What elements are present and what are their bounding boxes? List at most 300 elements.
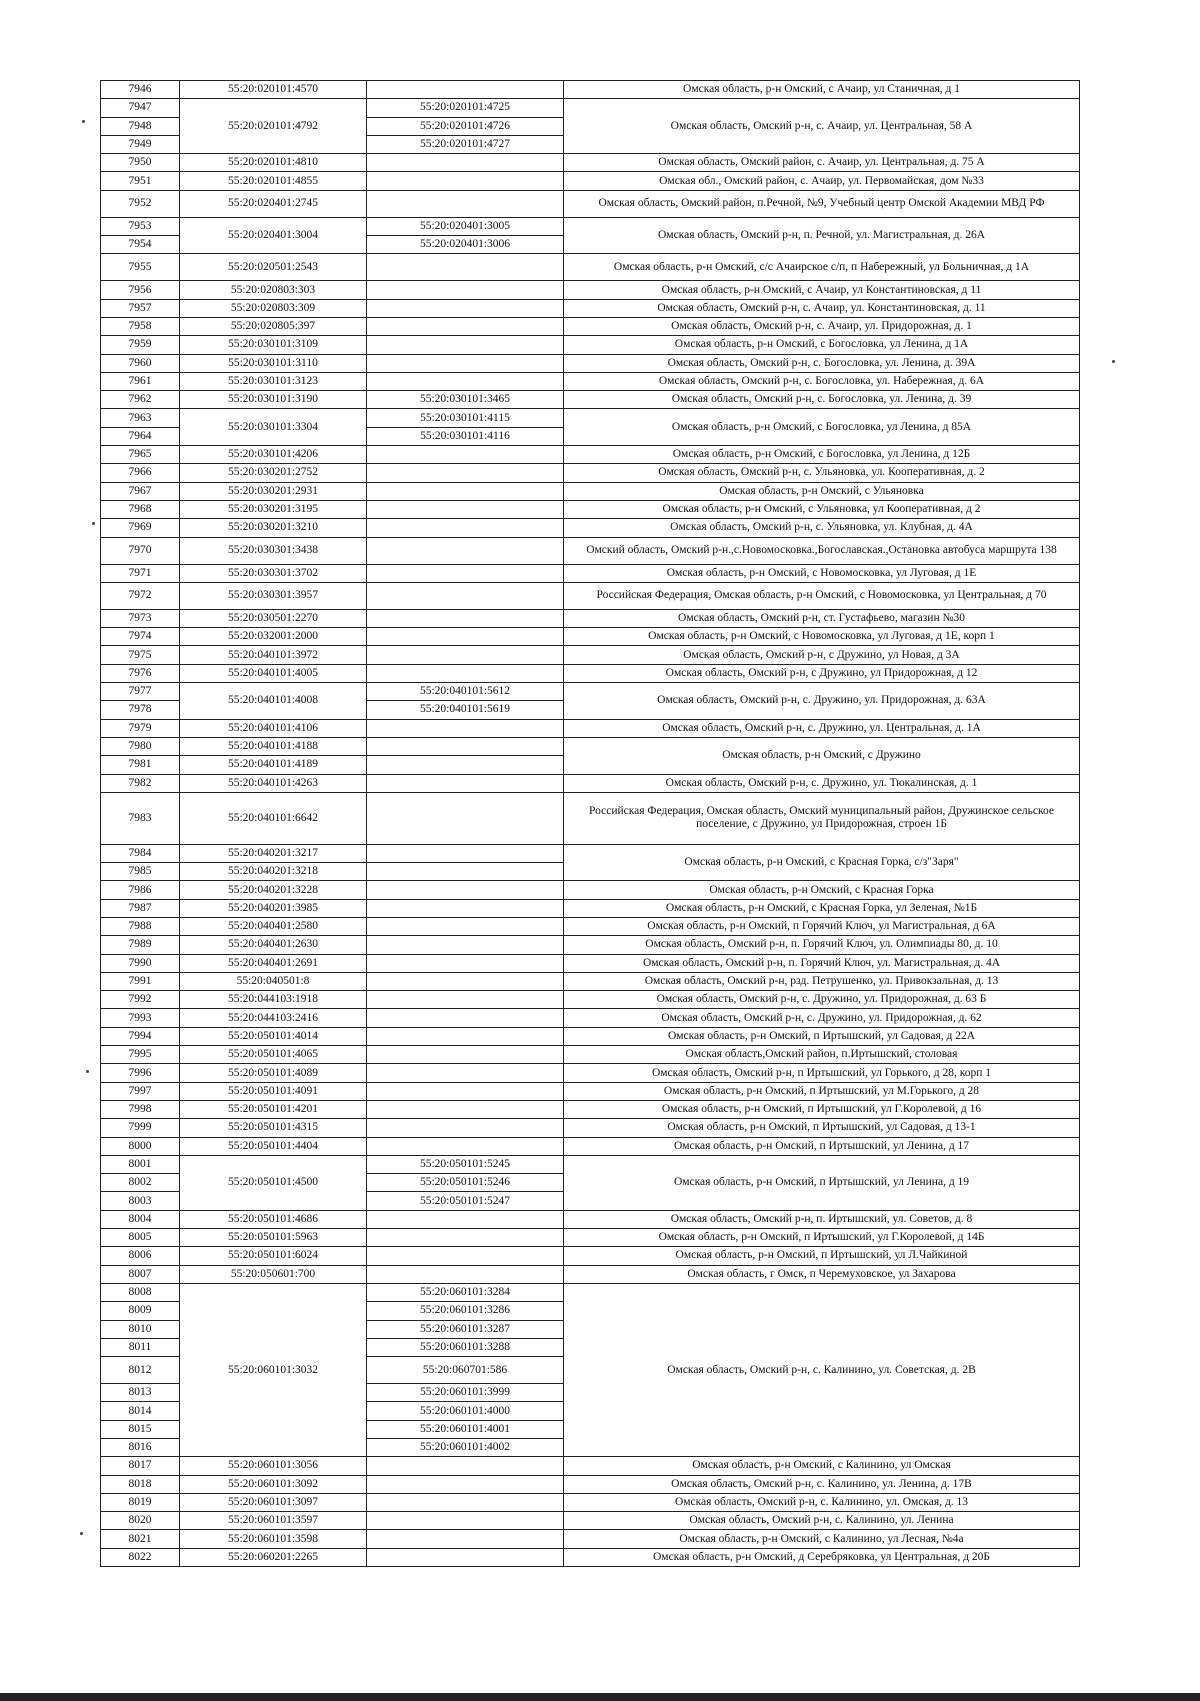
cadastral-number: 55:20:050101:4404 — [180, 1137, 367, 1155]
row-number: 7957 — [101, 299, 180, 317]
row-number: 7972 — [101, 582, 180, 609]
sub-cadastral-number — [367, 954, 564, 972]
sub-cadastral-number — [367, 537, 564, 564]
address: Омская область, р-н Омский, с Новомосковка, ул Луговая, д 1Е — [564, 564, 1080, 582]
cadastral-number: 55:20:030101:3109 — [180, 336, 367, 354]
row-number: 7996 — [101, 1064, 180, 1082]
cadastral-number: 55:20:040101:6642 — [180, 792, 367, 844]
table-row — [101, 172, 1080, 190]
sub-cadastral-number — [367, 1137, 564, 1155]
row-number: 7998 — [101, 1100, 180, 1118]
table-row — [101, 844, 1080, 862]
sub-cadastral-number — [367, 1046, 564, 1064]
row-number: 7988 — [101, 917, 180, 935]
sub-cadastral-number: 55:20:060101:3286 — [367, 1302, 564, 1320]
cadastral-number: 55:20:050101:4500 — [180, 1155, 367, 1210]
address: Омская область, р-н Омский, с Богословка, ул Ленина, д 85А — [564, 409, 1080, 446]
address: Омская область, р-н Омский, с Ачаир, ул Константиновская, д 11 — [564, 281, 1080, 299]
row-number: 7982 — [101, 774, 180, 792]
row-number: 7987 — [101, 899, 180, 917]
row-number: 8016 — [101, 1439, 180, 1457]
address: Омская область, Омский р-н, с. Калинино, ул. Ленина — [564, 1512, 1080, 1530]
sub-cadastral-number: 55:20:020401:3006 — [367, 236, 564, 254]
address: Омская область, Омский р-н, п. Иртышский, ул. Советов, д. 8 — [564, 1210, 1080, 1228]
row-number: 7959 — [101, 336, 180, 354]
row-number: 7997 — [101, 1082, 180, 1100]
address: Омская область, Омский р-н, ст. Густафьево, магазин №30 — [564, 609, 1080, 627]
row-number: 7980 — [101, 737, 180, 755]
address: Омская область, Омский р-н, с. Дружино, ул. Придорожная, д. 62 — [564, 1009, 1080, 1027]
sub-cadastral-number: 55:20:050101:5247 — [367, 1192, 564, 1210]
address: Омская область, р-н Омский, с Калинино, ул Омская — [564, 1457, 1080, 1475]
sub-cadastral-number — [367, 1119, 564, 1137]
address: Омская область, р-н Омский, п Иртышский, ул Г.Королевой, д 14Б — [564, 1229, 1080, 1247]
table-row — [101, 737, 1080, 755]
table-row — [101, 881, 1080, 899]
address: Омская область, р-н Омский, с/с Ачаирское с/п, п Набережный, ул Больничная, д 1А — [564, 254, 1080, 281]
cadastral-number: 55:20:040201:3985 — [180, 899, 367, 917]
address: Омская область, Омский р-н, п. Горячий Ключ, ул. Олимпиады 80, д. 10 — [564, 936, 1080, 954]
address: Омская область, р-н Омский, п Иртышский, ул Г.Королевой, д 16 — [564, 1100, 1080, 1118]
sub-cadastral-number: 55:20:020101:4726 — [367, 117, 564, 135]
cadastral-number: 55:20:060101:3597 — [180, 1512, 367, 1530]
table-row — [101, 1119, 1080, 1137]
row-number: 7950 — [101, 154, 180, 172]
address: Омская область, р-н Омский, с Красная Горка, с/з"Заря" — [564, 844, 1080, 881]
sub-cadastral-number — [367, 917, 564, 935]
cadastral-number: 55:20:032001:2000 — [180, 628, 367, 646]
cadastral-number: 55:20:020101:4855 — [180, 172, 367, 190]
cadastral-number: 55:20:040101:4106 — [180, 719, 367, 737]
address: Омская область, р-н Омский, с Богословка, ул Ленина, д 12Б — [564, 446, 1080, 464]
row-number: 8001 — [101, 1155, 180, 1173]
row-number: 7990 — [101, 954, 180, 972]
row-number: 7995 — [101, 1046, 180, 1064]
sub-cadastral-number — [367, 1009, 564, 1027]
table-row — [101, 99, 1080, 117]
table-row — [101, 1009, 1080, 1027]
table-row — [101, 1229, 1080, 1247]
row-number: 7947 — [101, 99, 180, 117]
sub-cadastral-number — [367, 1475, 564, 1493]
table-row — [101, 391, 1080, 409]
row-number: 7985 — [101, 863, 180, 881]
row-number: 7948 — [101, 117, 180, 135]
row-number: 8003 — [101, 1192, 180, 1210]
cadastral-number: 55:20:040501:8 — [180, 972, 367, 990]
sub-cadastral-number — [367, 756, 564, 774]
cadastral-number: 55:20:044103:2416 — [180, 1009, 367, 1027]
sub-cadastral-number — [367, 899, 564, 917]
address: Омская область, Омский р-н, с. Дружино, ул. Придорожная, д. 63А — [564, 683, 1080, 720]
address: Омская область, р-н Омский, п Горячий Ключ, ул Магистральная, д 6А — [564, 917, 1080, 935]
table-row — [101, 1548, 1080, 1566]
sub-cadastral-number — [367, 172, 564, 190]
address: Омская область, Омский р-н, с. Дружино, ул. Центральная, д. 1А — [564, 719, 1080, 737]
cadastral-number: 55:20:040201:3217 — [180, 844, 367, 862]
row-number: 8017 — [101, 1457, 180, 1475]
sub-cadastral-number — [367, 792, 564, 844]
address: Омская область, Омский р-н, с. Калинино, ул. Омская, д. 13 — [564, 1493, 1080, 1511]
cadastral-number: 55:20:060101:3032 — [180, 1283, 367, 1456]
table-row — [101, 190, 1080, 217]
cadastral-number: 55:20:040401:2630 — [180, 936, 367, 954]
cadastral-number: 55:20:040201:3228 — [180, 881, 367, 899]
address: Омская область, р-н Омский, с Ульяновка, ул Кооперативная, д 2 — [564, 500, 1080, 518]
cadastral-number: 55:20:060201:2265 — [180, 1548, 367, 1566]
row-number: 7989 — [101, 936, 180, 954]
row-number: 8009 — [101, 1302, 180, 1320]
sub-cadastral-number: 55:20:030101:3465 — [367, 391, 564, 409]
table-row — [101, 954, 1080, 972]
scan-speck — [92, 522, 95, 525]
row-number: 7967 — [101, 482, 180, 500]
cadastral-number: 55:20:060101:3598 — [180, 1530, 367, 1548]
cadastral-number: 55:20:030101:3110 — [180, 354, 367, 372]
row-number: 8007 — [101, 1265, 180, 1283]
sub-cadastral-number — [367, 254, 564, 281]
table-row — [101, 500, 1080, 518]
row-number: 8004 — [101, 1210, 180, 1228]
sub-cadastral-number — [367, 464, 564, 482]
row-number: 8000 — [101, 1137, 180, 1155]
row-number: 8005 — [101, 1229, 180, 1247]
cadastral-number: 55:20:040101:4008 — [180, 683, 367, 720]
row-number: 7958 — [101, 317, 180, 335]
address: Омская область, Омский р-н, с Дружино, ул Придорожная, д 12 — [564, 664, 1080, 682]
cadastral-number: 55:20:030201:3210 — [180, 519, 367, 537]
address: Омская область, Омский р-н, с. Калинино, ул. Ленина, д. 17В — [564, 1475, 1080, 1493]
cadastral-number: 55:20:040101:3972 — [180, 646, 367, 664]
sub-cadastral-number — [367, 154, 564, 172]
address: Омская область, р-н Омский, п Иртышский, ул Ленина, д 17 — [564, 1137, 1080, 1155]
address: Омская область, Омский р-н, с. Ачаир, ул. Придорожная, д. 1 — [564, 317, 1080, 335]
sub-cadastral-number — [367, 1247, 564, 1265]
row-number: 7961 — [101, 372, 180, 390]
sub-cadastral-number — [367, 1512, 564, 1530]
row-number: 8019 — [101, 1493, 180, 1511]
cadastral-number: 55:20:050101:4091 — [180, 1082, 367, 1100]
sub-cadastral-number — [367, 190, 564, 217]
cadastral-number: 55:20:030101:3304 — [180, 409, 367, 446]
sub-cadastral-number — [367, 1530, 564, 1548]
address: Омская область, Омский р-н, с. Богословка, ул. Ленина, д. 39 — [564, 391, 1080, 409]
row-number: 7976 — [101, 664, 180, 682]
cadastral-number: 55:20:050101:4089 — [180, 1064, 367, 1082]
row-number: 8020 — [101, 1512, 180, 1530]
scan-bottom-edge — [0, 1693, 1200, 1701]
sub-cadastral-number — [367, 482, 564, 500]
address: Омская область, Омский р-н, с. Ачаир, ул. Центральная, 58 А — [564, 99, 1080, 154]
row-number: 7946 — [101, 81, 180, 99]
table-row — [101, 299, 1080, 317]
table-row — [101, 774, 1080, 792]
row-number: 7970 — [101, 537, 180, 564]
address: Омская область, р-н Омский, с Калинино, ул Лесная, №4а — [564, 1530, 1080, 1548]
row-number: 7992 — [101, 991, 180, 1009]
row-number: 7991 — [101, 972, 180, 990]
cadastral-number: 55:20:030201:2931 — [180, 482, 367, 500]
cadastral-number: 55:20:044103:1918 — [180, 991, 367, 1009]
table-row — [101, 1210, 1080, 1228]
address: Омская область, р-н Омский, п Иртышский, ул Л.Чайкиной — [564, 1247, 1080, 1265]
cadastral-number: 55:20:030201:2752 — [180, 464, 367, 482]
table-row — [101, 972, 1080, 990]
sub-cadastral-number — [367, 354, 564, 372]
table-row — [101, 1457, 1080, 1475]
sub-cadastral-number — [367, 1493, 564, 1511]
sub-cadastral-number — [367, 609, 564, 627]
sub-cadastral-number — [367, 972, 564, 990]
row-number: 7979 — [101, 719, 180, 737]
table-row — [101, 564, 1080, 582]
cadastral-number: 55:20:040101:4263 — [180, 774, 367, 792]
address: Омская область, Омский р-н, с. Дружино, ул. Придорожная, д. 63 Б — [564, 991, 1080, 1009]
row-number: 7966 — [101, 464, 180, 482]
table-row — [101, 1530, 1080, 1548]
address: Омская область, р-н Омский, с Красная Горка, ул Зеленая, №1Б — [564, 899, 1080, 917]
row-number: 8014 — [101, 1402, 180, 1420]
table-row — [101, 1512, 1080, 1530]
sub-cadastral-number — [367, 1210, 564, 1228]
sub-cadastral-number: 55:20:030101:4116 — [367, 427, 564, 445]
table-row — [101, 81, 1080, 99]
address: Омская область, Омский р-н, п. Горячий Ключ, ул. Магистральная, д. 4А — [564, 954, 1080, 972]
cadastral-number: 55:20:060101:3056 — [180, 1457, 367, 1475]
cadastral-number: 55:20:020401:3004 — [180, 217, 367, 254]
sub-cadastral-number — [367, 582, 564, 609]
table-row — [101, 372, 1080, 390]
row-number: 7993 — [101, 1009, 180, 1027]
address: Омская область, Омский р-н, с. Богословка, ул. Ленина, д. 39А — [564, 354, 1080, 372]
sub-cadastral-number — [367, 863, 564, 881]
table-row — [101, 519, 1080, 537]
row-number: 7963 — [101, 409, 180, 427]
row-number: 7983 — [101, 792, 180, 844]
sub-cadastral-number — [367, 317, 564, 335]
address: Омская область, р-н Омский, п Иртышский, ул М.Горького, д 28 — [564, 1082, 1080, 1100]
table-row — [101, 1155, 1080, 1173]
sub-cadastral-number: 55:20:060101:3287 — [367, 1320, 564, 1338]
row-number: 7960 — [101, 354, 180, 372]
sub-cadastral-number: 55:20:020401:3005 — [367, 217, 564, 235]
sub-cadastral-number — [367, 81, 564, 99]
address: Омская область, р-н Омский, п Иртышский, ул Садовая, д 22А — [564, 1027, 1080, 1045]
sub-cadastral-number — [367, 737, 564, 755]
sub-cadastral-number — [367, 991, 564, 1009]
cadastral-number: 55:20:030201:3195 — [180, 500, 367, 518]
table-row — [101, 991, 1080, 1009]
address: Омская область, Омский р-н, с. Ульяновка, ул. Клубная, д. 4А — [564, 519, 1080, 537]
cadastral-number: 55:20:040401:2691 — [180, 954, 367, 972]
cadastral-number: 55:20:020501:2543 — [180, 254, 367, 281]
address: Омская область, Омский р-н, с Дружино, ул Новая, д 3А — [564, 646, 1080, 664]
sub-cadastral-number: 55:20:020101:4727 — [367, 135, 564, 153]
cadastral-number: 55:20:030301:3702 — [180, 564, 367, 582]
row-number: 7999 — [101, 1119, 180, 1137]
row-number: 8018 — [101, 1475, 180, 1493]
cadastral-number: 55:20:020805:397 — [180, 317, 367, 335]
row-number: 8012 — [101, 1357, 180, 1384]
address: Омская область, г Омск, п Черемуховское, ул Захарова — [564, 1265, 1080, 1283]
table-row — [101, 628, 1080, 646]
cadastral-number: 55:20:040201:3218 — [180, 863, 367, 881]
cadastral-number: 55:20:030101:4206 — [180, 446, 367, 464]
row-number: 8010 — [101, 1320, 180, 1338]
address: Омская обл., Омский район, с. Ачаир, ул. Первомайская, дом №33 — [564, 172, 1080, 190]
sub-cadastral-number: 55:20:050101:5245 — [367, 1155, 564, 1173]
cadastral-number: 55:20:020401:2745 — [180, 190, 367, 217]
table-row — [101, 646, 1080, 664]
table-row — [101, 217, 1080, 235]
row-number: 7965 — [101, 446, 180, 464]
address: Омская область, р-н Омский, с Ачаир, ул Станичная, д 1 — [564, 81, 1080, 99]
row-number: 8013 — [101, 1384, 180, 1402]
sub-cadastral-number — [367, 719, 564, 737]
row-number: 7978 — [101, 701, 180, 719]
table-row — [101, 1247, 1080, 1265]
row-number: 7968 — [101, 500, 180, 518]
address: Омская область, р-н Омский, с Дружино — [564, 737, 1080, 774]
cadastral-number: 55:20:050101:6024 — [180, 1247, 367, 1265]
sub-cadastral-number — [367, 1229, 564, 1247]
table-row — [101, 1475, 1080, 1493]
row-number: 7952 — [101, 190, 180, 217]
sub-cadastral-number — [367, 372, 564, 390]
sub-cadastral-number: 55:20:040101:5619 — [367, 701, 564, 719]
address: Омская область, р-н Омский, с Богословка, ул Ленина, д 1А — [564, 336, 1080, 354]
address: Омская область, р-н Омский, д Серебряковка, ул Центральная, д 20Б — [564, 1548, 1080, 1566]
row-number: 7971 — [101, 564, 180, 582]
cadastral-number: 55:20:050101:4315 — [180, 1119, 367, 1137]
row-number: 7981 — [101, 756, 180, 774]
cadastral-number: 55:20:030101:3123 — [180, 372, 367, 390]
registry-table-body — [101, 81, 1080, 1567]
table-row — [101, 446, 1080, 464]
sub-cadastral-number: 55:20:020101:4725 — [367, 99, 564, 117]
table-row — [101, 936, 1080, 954]
address: Омская область, Омский р-н, п Иртышский, ул Горького, д 28, корп 1 — [564, 1064, 1080, 1082]
cadastral-number: 55:20:050101:4686 — [180, 1210, 367, 1228]
row-number: 7973 — [101, 609, 180, 627]
sub-cadastral-number — [367, 628, 564, 646]
table-row — [101, 409, 1080, 427]
sub-cadastral-number: 55:20:060101:3999 — [367, 1384, 564, 1402]
cadastral-number: 55:20:030301:3957 — [180, 582, 367, 609]
scan-speck — [86, 1070, 89, 1073]
cadastral-number: 55:20:030301:3438 — [180, 537, 367, 564]
table-row — [101, 537, 1080, 564]
table-row — [101, 1137, 1080, 1155]
row-number: 8015 — [101, 1420, 180, 1438]
sub-cadastral-number — [367, 1082, 564, 1100]
table-row — [101, 254, 1080, 281]
cadastral-number: 55:20:060101:3097 — [180, 1493, 367, 1511]
cadastral-number: 55:20:020803:309 — [180, 299, 367, 317]
address: Омская область,Омский район, п.Иртышский, столовая — [564, 1046, 1080, 1064]
table-row — [101, 582, 1080, 609]
table-row — [101, 1283, 1080, 1301]
address: Омская область, р-н Омский, п Иртышский, ул Ленина, д 19 — [564, 1155, 1080, 1210]
registry-table — [100, 80, 1080, 1567]
row-number: 8006 — [101, 1247, 180, 1265]
scan-speck — [80, 1532, 83, 1535]
address: Омская область, Омский р-н, с. Калинино, ул. Советская, д. 2В — [564, 1283, 1080, 1456]
row-number: 8008 — [101, 1283, 180, 1301]
sub-cadastral-number — [367, 664, 564, 682]
cadastral-number: 55:20:050101:4014 — [180, 1027, 367, 1045]
table-row — [101, 1100, 1080, 1118]
address: Российская Федерация, Омская область, Омский муниципальный район, Дружинское сельское поселение, с Дружино, ул Придорожная, строен 1Б — [564, 792, 1080, 844]
sub-cadastral-number: 55:20:060101:3288 — [367, 1338, 564, 1356]
cadastral-number: 55:20:030501:2270 — [180, 609, 367, 627]
cadastral-number: 55:20:020101:4792 — [180, 99, 367, 154]
sub-cadastral-number — [367, 1064, 564, 1082]
table-row — [101, 1265, 1080, 1283]
table-row — [101, 354, 1080, 372]
cadastral-number: 55:20:020101:4570 — [180, 81, 367, 99]
sub-cadastral-number — [367, 844, 564, 862]
sub-cadastral-number — [367, 936, 564, 954]
sub-cadastral-number: 55:20:040101:5612 — [367, 683, 564, 701]
cadastral-number: 55:20:050101:4201 — [180, 1100, 367, 1118]
sub-cadastral-number — [367, 1548, 564, 1566]
sub-cadastral-number — [367, 881, 564, 899]
row-number: 7969 — [101, 519, 180, 537]
table-row — [101, 317, 1080, 335]
sub-cadastral-number: 55:20:060101:3284 — [367, 1283, 564, 1301]
sub-cadastral-number: 55:20:060701:586 — [367, 1357, 564, 1384]
table-row — [101, 154, 1080, 172]
row-number: 8021 — [101, 1530, 180, 1548]
row-number: 7975 — [101, 646, 180, 664]
address: Омская область, Омский район, с. Ачаир, ул. Центральная, д. 75 А — [564, 154, 1080, 172]
table-row — [101, 281, 1080, 299]
row-number: 7986 — [101, 881, 180, 899]
sub-cadastral-number — [367, 519, 564, 537]
address: Омская область, р-н Омский, с Ульяновка — [564, 482, 1080, 500]
address: Омская область, р-н Омский, с Красная Горка — [564, 881, 1080, 899]
row-number: 7953 — [101, 217, 180, 235]
cadastral-number: 55:20:020101:4810 — [180, 154, 367, 172]
sub-cadastral-number — [367, 1457, 564, 1475]
cadastral-number: 55:20:030101:3190 — [180, 391, 367, 409]
cadastral-number: 55:20:050101:5963 — [180, 1229, 367, 1247]
sub-cadastral-number — [367, 1027, 564, 1045]
cadastral-number: 55:20:040101:4189 — [180, 756, 367, 774]
row-number: 7974 — [101, 628, 180, 646]
row-number: 7977 — [101, 683, 180, 701]
row-number: 7962 — [101, 391, 180, 409]
table-row — [101, 482, 1080, 500]
cadastral-number: 55:20:050601:700 — [180, 1265, 367, 1283]
row-number: 8011 — [101, 1338, 180, 1356]
row-number: 7964 — [101, 427, 180, 445]
address: Омская область, р-н Омский, п Иртышский, ул Садовая, д 13-1 — [564, 1119, 1080, 1137]
row-number: 7984 — [101, 844, 180, 862]
table-row — [101, 1082, 1080, 1100]
sub-cadastral-number — [367, 336, 564, 354]
address: Омская область, Омский р-н, с. Ачаир, ул. Константиновская, д. 11 — [564, 299, 1080, 317]
row-number: 7951 — [101, 172, 180, 190]
sub-cadastral-number — [367, 646, 564, 664]
address: Омская область, Омский р-н, п. Речной, ул. Магистральная, д. 26А — [564, 217, 1080, 254]
row-number: 7955 — [101, 254, 180, 281]
sub-cadastral-number — [367, 281, 564, 299]
table-row — [101, 664, 1080, 682]
row-number: 7994 — [101, 1027, 180, 1045]
table-row — [101, 609, 1080, 627]
